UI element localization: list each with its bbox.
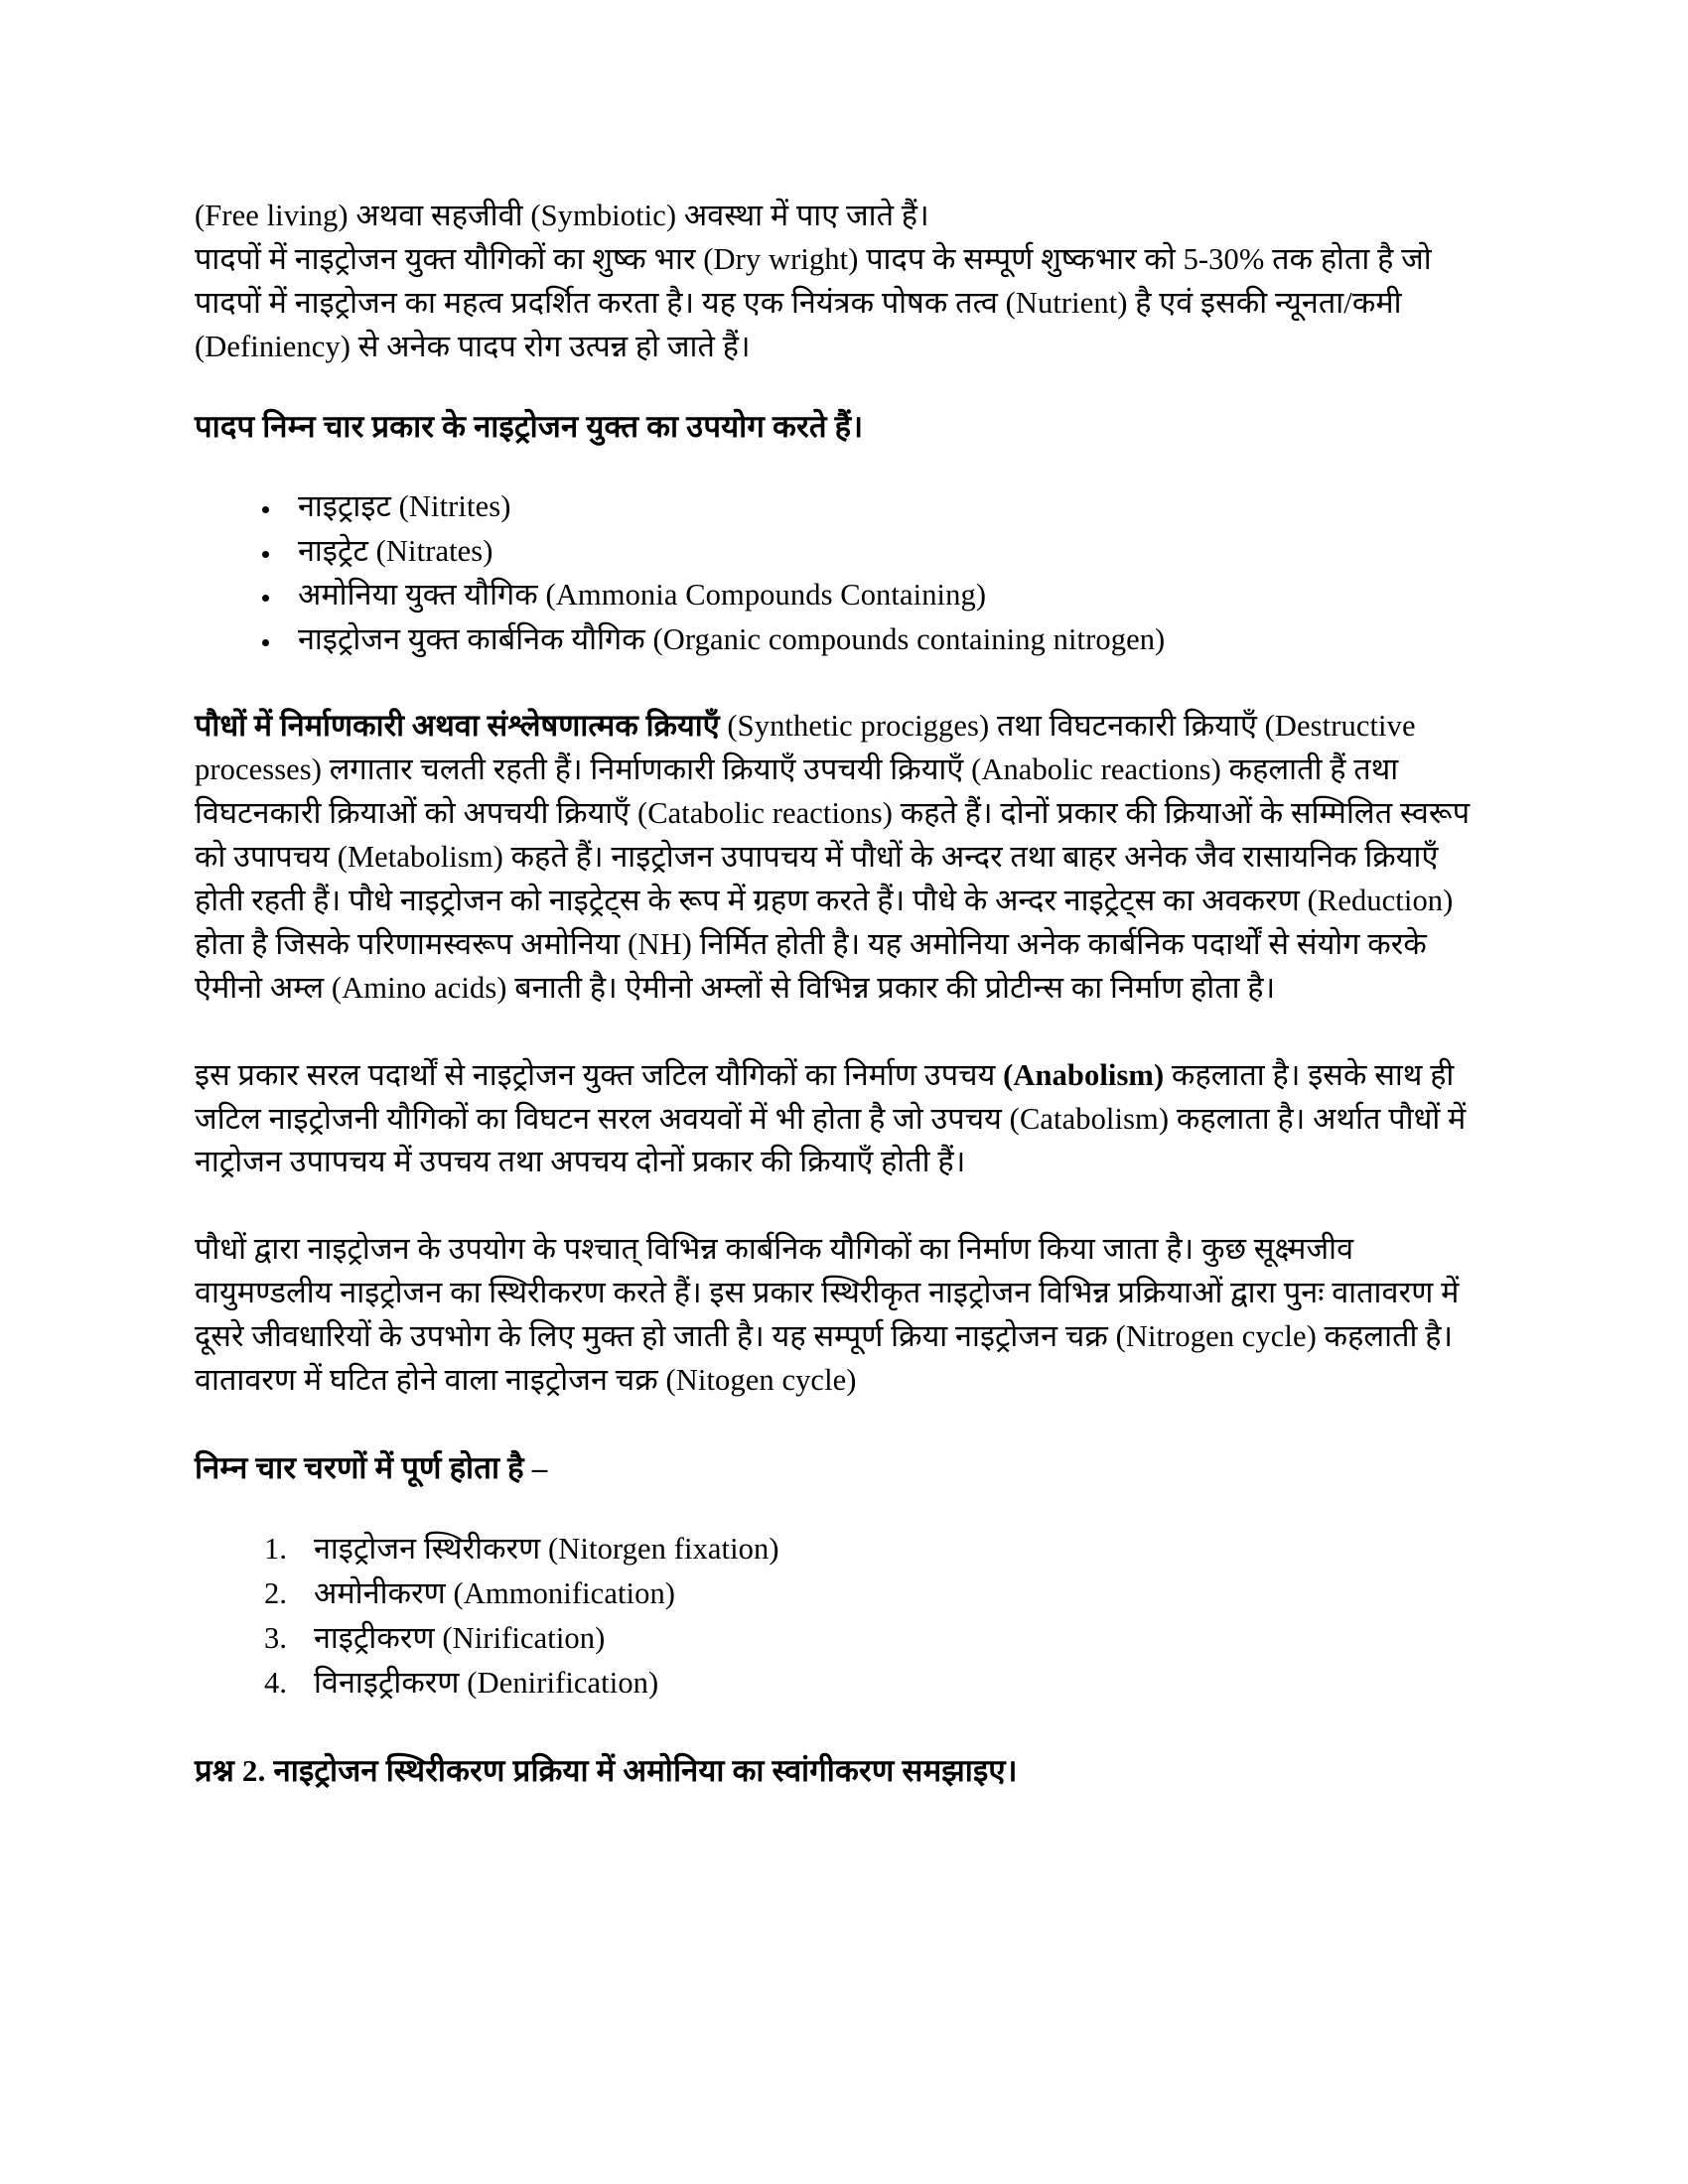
paragraph-nitrogen-cycle: पौधों द्वारा नाइट्रोजन के उपयोग के पश्चात् विभिन्न कार्बनिक यौगिकों का निर्माण किया जाता है। कुछ सूक्ष्मजीव वायुमण्डलीय नाइट्रोजन का स्थिरीकरण करते हैं। इस प्रकार स्थिरीकृत नाइट्रोजन विभिन्न प्रक्रियाओं द्वारा पुनः वातावरण में दूसरे जीवधारियों के उपभोग के लिए मुक्त हो जाती है। यह सम्पूर्ण क्रिया नाइट्रोजन चक्र (Nitrogen cycle) कहलाती है। वातावरण में घटित होने वाला नाइट्रोजन चक्र (Nitogen cycle) [195, 1232, 1460, 1398]
list-item: नाइट्राइट (Nitrites) [254, 484, 1479, 529]
document-body [195, 195, 1479, 1794]
spacer [195, 1011, 1479, 1054]
anabolism-bold-term: (Anabolism) [1003, 1057, 1165, 1092]
list-item: नाइट्रेट (Nitrates) [254, 529, 1479, 574]
list-item: विनाइट्रीकरण (Denirification) [314, 1666, 659, 1700]
list-item: अमोनीकरण (Ammonification) [314, 1575, 676, 1610]
list-item: अमोनिया युक्त यौगिक (Ammonia Compounds Containing) [254, 573, 1479, 617]
anabolism-text-part1: इस प्रकार सरल पदार्थों से नाइट्रोजन युक्त जटिल यौगिकों का निर्माण उपचय [195, 1057, 1004, 1092]
heading-four-stages: निम्न चार चरणों में पूर्ण होता है – [195, 1450, 548, 1485]
heading-four-nitrogen-types: पादप निम्न चार प्रकार के नाइट्रोजन युक्त का उपयोग करते हैं। [195, 408, 864, 444]
paragraph-metabolism [195, 705, 1479, 1010]
paragraph-metabolism-body: (Synthetic procigges) तथा विघटनकारी क्रियाएँ (Destructive processes) लगातार चलती रहती हैं। निर्माणकारी क्रियाएँ उपचयी क्रियाएँ (Anabolic reactions) कहलाती हैं तथा विघटनकारी क्रियाओं को अपचयी क्रियाएँ (Catabolic reactions) कहते हैं। दोनों प्रकार की क्रियाओं के सम्मिलित स्वरूप को उपापचय (Metabolism) कहते हैं। नाइट्रोजन उपापचय में पौधों के अन्दर तथा बाहर अनेक जैव रासायनिक क्रियाएँ होती रहती हैं। पौधे नाइट्रोजन को नाइट्रेट्स के रूप में ग्रहण करते हैं। पौधे के अन्दर नाइट्रेट्स का अवकरण (Reduction) होता है जिसके परिणामस्वरूप अमोनिया (NH) निर्मित होती है। यह अमोनिया अनेक कार्बनिक पदार्थों से संयोग करके ऐमीनो अम्ल (Amino acids) बनाती है। ऐमीनो अम्लों से विभिन्न प्रकार की प्रोटीन्स का निर्माण होता है। [195, 709, 1471, 1005]
spacer [195, 449, 1479, 484]
spacer [195, 1706, 1479, 1749]
nitrogen-types-bullet-list [195, 484, 1479, 661]
spacer [195, 1491, 1479, 1527]
list-item: नाइट्रीकरण (Nirification) [314, 1620, 606, 1655]
nitrogen-cycle-stage-list [195, 1527, 1479, 1706]
spacer [195, 1403, 1479, 1446]
spacer [195, 661, 1479, 705]
paragraph-metabolism-bold-lead: पौधों में निर्माणकारी अथवा संश्लेषणात्मक क्रियाएँ [195, 709, 720, 744]
question-2-heading: प्रश्न 2. नाइट्रोजन स्थिरीकरण प्रक्रिया में अमोनिया का स्वांगीकरण समझाइए। [195, 1753, 1018, 1789]
continued-line: (Free living) अथवा सहजीवी (Symbiotic) अवस्था में पाए जाते हैं। [195, 199, 929, 232]
spacer [195, 1184, 1479, 1228]
paragraph-nitrogen-importance: पादपों में नाइट्रोजन युक्त यौगिकों का शुष्क भार (Dry wright) पादप के सम्पूर्ण शुष्कभार को 5-30% तक होता है जो पादपों में नाइट्रोजन का महत्व प्रदर्शित करता है। यह एक नियंत्रक पोषक तत्व (Nutrient) है एवं इसकी न्यूनता/कमी (Definiency) से अनेक पादप रोग उत्पन्न हो जाते हैं। [195, 241, 1432, 363]
paragraph-anabolism-catabolism [195, 1054, 1479, 1185]
anabolism-text-part2: कहलाता है। इसके साथ ही जटिल नाइट्रोजनी यौगिकों का विघटन सरल अवयवों में भी होता है जो उपचय (Catabolism) कहलाता है। अर्थात पौधों में नाट्रोजन उपापचय में उपचय तथा अपचय दोनों प्रकार की क्रियाएँ होती हैं। [195, 1057, 1467, 1179]
list-item: नाइट्रोजन स्थिरीकरण (Nitorgen fixation) [314, 1531, 779, 1566]
spacer [195, 369, 1479, 405]
list-item: नाइट्रोजन युक्त कार्बनिक यौगिक (Organic compounds containing nitrogen) [254, 617, 1479, 662]
